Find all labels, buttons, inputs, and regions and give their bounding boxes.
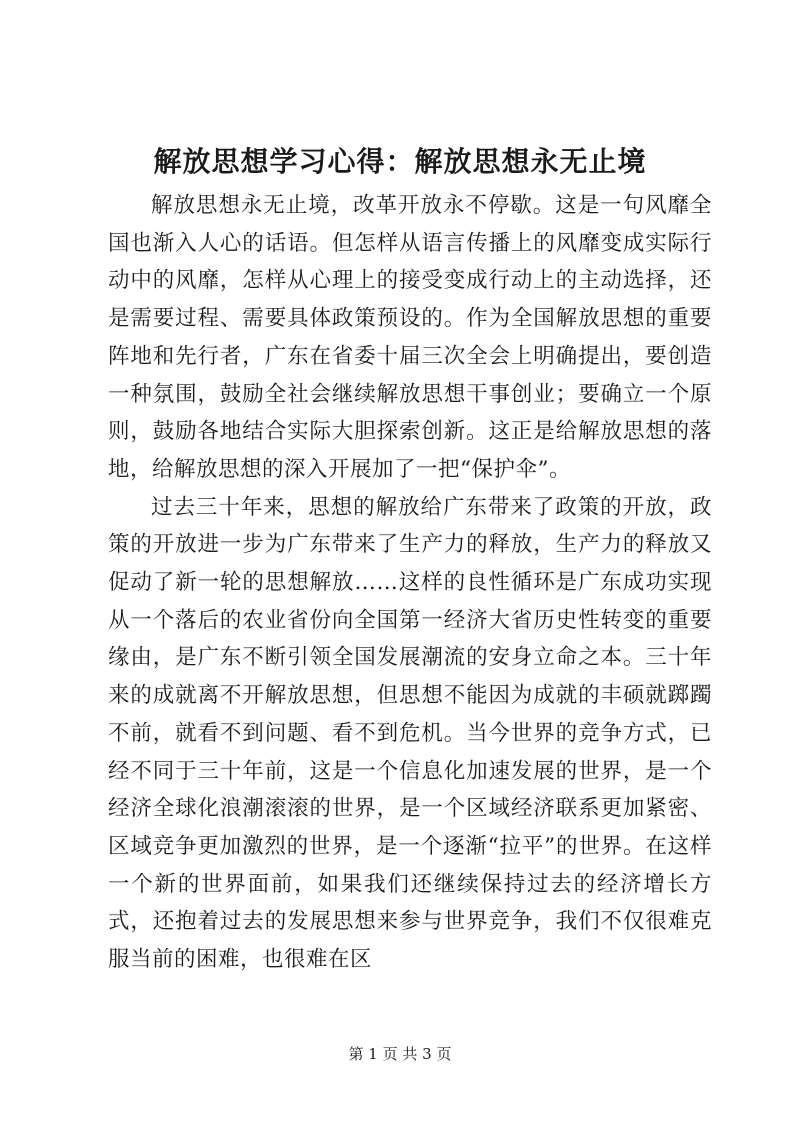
paragraph: 解放思想永无止境，改革开放永不停歇。这是一句风靡全国也渐入人心的话语。但怎样从语言传播上的风靡变成实际行动中的风靡，怎样从心理上的接受变成行动上的主动选择，还是需要过程、需要具体政策预设的。作为全国解放思想的重要阵地和先行者，广东在省委十届三次全会上明确提出，要创造一种氛围，鼓励全社会继续解放思想干事创业；要确立一个原则，鼓励各地结合实际大胆探索创新。这正是给解放思想的落地，给解放思想的深入开展加了一把“保护伞”。 [108, 193, 712, 482]
page-number-footer: 第 1 页 共 3 页 [348, 1045, 452, 1063]
document-title: 解放思想学习心得：解放思想永无止境 [153, 145, 647, 178]
document-body [108, 187, 712, 979]
paragraph: 过去三十年来，思想的解放给广东带来了政策的开放，政策的开放进一步为广东带来了生产力的释放，生产力的释放又促动了新一轮的思想解放……这样的良性循环是广东成功实现从一个落后的农业省份向全国第一经济大省历史性转变的重要缘由，是广东不断引领全国发展潮流的安身立命之本。三十年来的成就离不开解放思想，但思想不能因为成就的丰硕就踯躅不前，就看不到问题、看不到危机。当今世界的竞争方式，已经不同于三十年前，这是一个信息化加速发展的世界，是一个经济全球化浪潮滚滚的世界，是一个区域经济联系更加紧密、区域竞争更加激烈的世界，是一个逐渐“拉平”的世界。在这样一个新的世界面前，如果我们还继续保持过去的经济增长方式，还抱着过去的发展思想来参与世界竞争，我们不仅很难克服当前的困难，也很难在区 [108, 494, 712, 973]
